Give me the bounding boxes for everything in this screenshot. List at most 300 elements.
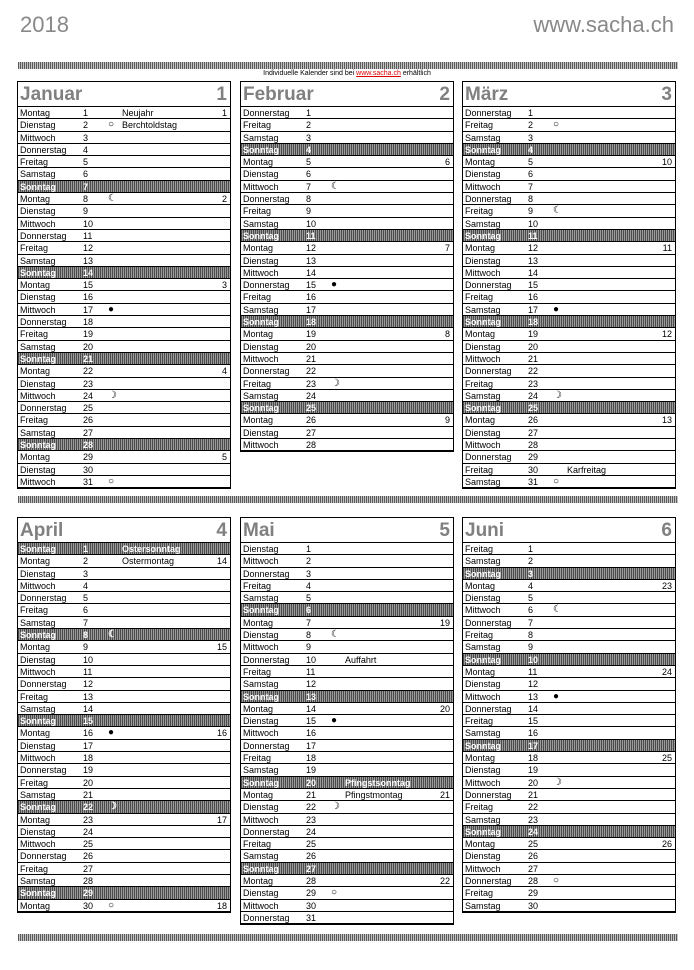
day-number: 16 xyxy=(83,292,94,303)
day-number: 22 xyxy=(528,366,539,377)
weekday: Dienstag xyxy=(243,341,279,352)
note-text: Individuelle Kalender sind bei xyxy=(263,70,357,77)
day-row xyxy=(463,390,675,402)
weekday: Freitag xyxy=(465,544,494,554)
month-name: Januar xyxy=(20,84,83,105)
day-number: 14 xyxy=(528,267,539,278)
weekday: Samstag xyxy=(20,789,56,800)
day-row xyxy=(18,691,230,703)
week-number: 10 xyxy=(661,157,672,168)
moon-phase-icon: ☾ xyxy=(108,193,117,205)
day-number: 18 xyxy=(306,317,317,328)
day-number: 16 xyxy=(528,728,539,739)
weekday: Donnerstag xyxy=(243,826,290,837)
week-number: 23 xyxy=(661,580,672,591)
day-number: 14 xyxy=(83,267,94,278)
weekday: Samstag xyxy=(465,476,501,487)
weekday: Sonntag xyxy=(465,568,501,579)
weekday: Freitag xyxy=(20,605,49,616)
weekday: Dienstag xyxy=(20,464,56,475)
day-number: 28 xyxy=(83,876,94,887)
week-number: 12 xyxy=(661,329,672,340)
day-number: 14 xyxy=(306,703,317,714)
day-row xyxy=(18,328,230,340)
day-row xyxy=(463,119,675,131)
day-row xyxy=(463,875,675,887)
day-number: 6 xyxy=(306,605,312,616)
weekday: Sonntag xyxy=(20,888,56,899)
weekday: Mittwoch xyxy=(465,691,501,702)
year-heading: 2018 xyxy=(20,12,69,37)
day-row xyxy=(241,555,453,567)
day-number: 15 xyxy=(306,280,317,291)
day-row xyxy=(18,353,230,365)
weekday: Mittwoch xyxy=(20,218,56,229)
day-row xyxy=(18,402,230,414)
day-number: 28 xyxy=(306,440,317,451)
weekday: Dienstag xyxy=(243,802,279,813)
moon-phase-icon: ☽ xyxy=(331,377,340,389)
day-number: 27 xyxy=(306,863,317,874)
weekday: Sonntag xyxy=(243,605,279,616)
week-number: 14 xyxy=(216,556,227,567)
weekday: Dienstag xyxy=(243,169,279,180)
day-row xyxy=(18,476,230,488)
day-row xyxy=(241,144,453,156)
day-number: 7 xyxy=(83,617,89,628)
weekday: Donnerstag xyxy=(243,280,290,291)
day-row xyxy=(18,826,230,838)
day-row xyxy=(18,850,230,862)
day-row xyxy=(18,255,230,267)
weekday: Donnerstag xyxy=(243,740,290,751)
day-row xyxy=(241,629,453,641)
weekday: Dienstag xyxy=(465,341,501,352)
day-row xyxy=(18,242,230,254)
day-number: 3 xyxy=(83,568,89,579)
week-number: 17 xyxy=(216,814,227,825)
day-number: 14 xyxy=(528,703,539,714)
day-row xyxy=(463,543,675,555)
weekday: Donnerstag xyxy=(465,452,512,463)
weekday: Donnerstag xyxy=(243,568,290,579)
day-row xyxy=(463,464,675,476)
moon-phase-icon: ○ xyxy=(553,875,560,887)
day-row xyxy=(241,727,453,739)
week-number: 20 xyxy=(439,703,450,714)
day-row xyxy=(241,168,453,180)
day-number: 27 xyxy=(306,427,317,438)
day-row xyxy=(463,107,675,119)
weekday: Sonntag xyxy=(243,403,279,414)
day-row xyxy=(18,439,230,451)
weekday: Dienstag xyxy=(465,679,501,690)
day-number: 9 xyxy=(83,642,89,653)
weekday: Mittwoch xyxy=(20,753,56,764)
day-number: 14 xyxy=(83,703,94,714)
day-row xyxy=(463,205,675,217)
day-number: 1 xyxy=(528,544,534,554)
middle-divider xyxy=(18,496,678,503)
weekday: Mittwoch xyxy=(243,728,279,739)
day-number: 1 xyxy=(83,544,89,554)
weekday: Montag xyxy=(243,329,274,340)
day-number: 27 xyxy=(528,863,539,874)
day-row xyxy=(463,592,675,604)
moon-phase-icon: ☽ xyxy=(553,776,562,788)
weekday: Mittwoch xyxy=(20,839,56,850)
day-row xyxy=(463,476,675,488)
moon-phase-icon: ○ xyxy=(331,887,338,899)
day-row xyxy=(241,764,453,776)
weekday: Sonntag xyxy=(465,740,501,751)
weekday: Montag xyxy=(20,366,51,377)
month-header xyxy=(18,82,230,107)
weekday: Freitag xyxy=(465,802,494,813)
day-number: 5 xyxy=(306,593,312,604)
day-number: 29 xyxy=(528,452,539,463)
day-number: 24 xyxy=(306,826,317,837)
holiday-label: Pfingstsonntag xyxy=(345,777,411,788)
day-row xyxy=(463,267,675,279)
weekday: Montag xyxy=(20,280,51,291)
day-row xyxy=(18,267,230,279)
day-row xyxy=(241,703,453,715)
day-number: 9 xyxy=(306,206,312,217)
day-number: 30 xyxy=(83,900,94,911)
day-row xyxy=(241,402,453,414)
day-number: 15 xyxy=(528,716,539,727)
day-number: 18 xyxy=(83,317,94,328)
day-row xyxy=(241,279,453,291)
day-row xyxy=(18,144,230,156)
day-row xyxy=(241,390,453,402)
weekday: Donnerstag xyxy=(20,230,67,241)
day-number: 28 xyxy=(83,440,94,451)
day-row xyxy=(241,826,453,838)
day-number: 17 xyxy=(83,740,94,751)
day-row xyxy=(463,353,675,365)
day-number: 27 xyxy=(528,427,539,438)
day-row xyxy=(463,427,675,439)
day-row xyxy=(463,666,675,678)
day-number: 23 xyxy=(83,814,94,825)
day-row xyxy=(241,777,453,789)
weekday: Montag xyxy=(465,157,496,168)
day-row xyxy=(463,555,675,567)
weekday: Sonntag xyxy=(20,802,56,813)
day-number: 18 xyxy=(528,753,539,764)
day-number: 10 xyxy=(306,654,317,665)
day-number: 24 xyxy=(528,390,539,401)
day-number: 7 xyxy=(306,617,312,628)
weekday: Samstag xyxy=(243,132,279,143)
day-number: 22 xyxy=(306,366,317,377)
moon-phase-icon: ● xyxy=(108,303,115,315)
day-row xyxy=(18,654,230,666)
day-row xyxy=(18,543,230,555)
weekday: Samstag xyxy=(465,728,501,739)
weekday: Samstag xyxy=(243,218,279,229)
day-row xyxy=(241,439,453,451)
week-number: 15 xyxy=(216,642,227,653)
day-number: 12 xyxy=(528,243,539,254)
moon-phase-icon: ○ xyxy=(553,475,560,487)
week-number: 3 xyxy=(221,280,227,291)
day-number: 23 xyxy=(83,378,94,389)
day-row xyxy=(241,304,453,316)
weekday: Donnerstag xyxy=(465,617,512,628)
day-row xyxy=(241,801,453,813)
weekday: Freitag xyxy=(243,120,272,131)
week-number: 5 xyxy=(221,452,227,463)
weekday: Samstag xyxy=(465,900,501,911)
day-number: 24 xyxy=(83,826,94,837)
day-number: 30 xyxy=(83,464,94,475)
weekday: Sonntag xyxy=(20,440,56,451)
week-number: 4 xyxy=(221,366,227,377)
weekday: Sonntag xyxy=(20,716,56,727)
day-row xyxy=(241,691,453,703)
day-number: 25 xyxy=(83,839,94,850)
weekday: Samstag xyxy=(465,390,501,401)
weekday: Sonntag xyxy=(465,317,501,328)
day-number: 17 xyxy=(83,304,94,315)
moon-phase-icon: ● xyxy=(553,303,560,315)
day-row xyxy=(241,414,453,426)
day-row xyxy=(241,715,453,727)
day-number: 2 xyxy=(83,120,89,131)
day-number: 1 xyxy=(306,108,312,118)
day-row xyxy=(18,666,230,678)
holiday-label: Karfreitag xyxy=(567,464,607,475)
day-number: 23 xyxy=(306,378,317,389)
day-number: 31 xyxy=(306,912,317,923)
day-row xyxy=(241,592,453,604)
weekday: Dienstag xyxy=(243,888,279,899)
weekday: Sonntag xyxy=(243,691,279,702)
day-number: 3 xyxy=(83,132,89,143)
moon-phase-icon: ○ xyxy=(108,475,115,487)
month-header xyxy=(463,82,675,107)
day-row xyxy=(18,863,230,875)
day-number: 13 xyxy=(83,691,94,702)
weekday: Sonntag xyxy=(243,230,279,241)
weekday: Freitag xyxy=(465,292,494,303)
day-number: 8 xyxy=(306,630,312,641)
day-row xyxy=(463,727,675,739)
weekday: Donnerstag xyxy=(465,280,512,291)
day-row xyxy=(241,641,453,653)
day-number: 1 xyxy=(528,108,534,118)
weekday: Montag xyxy=(20,556,51,567)
weekday: Samstag xyxy=(243,851,279,862)
weekday: Donnerstag xyxy=(243,194,290,205)
day-number: 28 xyxy=(528,876,539,887)
day-row xyxy=(241,863,453,875)
weekday: Montag xyxy=(20,814,51,825)
day-row xyxy=(463,617,675,629)
day-number: 8 xyxy=(528,194,534,205)
day-row xyxy=(18,740,230,752)
day-number: 20 xyxy=(83,341,94,352)
day-row xyxy=(18,838,230,850)
day-number: 11 xyxy=(83,230,93,241)
day-number: 4 xyxy=(83,144,89,155)
day-number: 29 xyxy=(83,452,94,463)
day-row xyxy=(463,365,675,377)
day-row xyxy=(463,629,675,641)
day-number: 20 xyxy=(528,341,539,352)
day-number: 4 xyxy=(528,144,534,155)
weekday: Mittwoch xyxy=(465,605,501,616)
weekday: Donnerstag xyxy=(465,876,512,887)
day-row xyxy=(463,568,675,580)
week-number: 7 xyxy=(444,243,450,254)
weekday: Montag xyxy=(243,243,274,254)
weekday: Freitag xyxy=(243,666,272,677)
day-number: 11 xyxy=(83,666,93,677)
day-row xyxy=(463,279,675,291)
day-number: 23 xyxy=(528,814,539,825)
day-row xyxy=(18,777,230,789)
day-number: 30 xyxy=(306,900,317,911)
day-number: 3 xyxy=(528,568,534,579)
day-number: 13 xyxy=(528,255,539,266)
day-row xyxy=(463,764,675,776)
day-number: 7 xyxy=(528,181,534,192)
day-number: 28 xyxy=(528,440,539,451)
weekday: Dienstag xyxy=(20,292,56,303)
day-row xyxy=(241,912,453,924)
weekday: Freitag xyxy=(20,243,49,254)
day-row xyxy=(241,328,453,340)
weekday: Montag xyxy=(20,108,51,118)
weekday: Donnerstag xyxy=(465,108,512,118)
weekday: Montag xyxy=(243,876,274,887)
day-number: 19 xyxy=(528,329,539,340)
day-number: 3 xyxy=(306,132,312,143)
weekday: Montag xyxy=(465,415,496,426)
month-number: 4 xyxy=(216,520,227,541)
bottom-divider xyxy=(18,934,678,941)
weekday: Montag xyxy=(20,452,51,463)
weekday: Mittwoch xyxy=(465,440,501,451)
weekday: Freitag xyxy=(20,863,49,874)
month-februar xyxy=(240,81,454,452)
weekday: Sonntag xyxy=(465,654,501,665)
weekday: Sonntag xyxy=(20,630,56,641)
weekday: Montag xyxy=(465,839,496,850)
weekday: Samstag xyxy=(20,427,56,438)
weekday: Freitag xyxy=(20,777,49,788)
day-number: 1 xyxy=(83,108,89,118)
weekday: Dienstag xyxy=(243,630,279,641)
day-number: 23 xyxy=(528,378,539,389)
weekday: Mittwoch xyxy=(465,181,501,192)
day-number: 18 xyxy=(83,753,94,764)
day-row xyxy=(241,353,453,365)
day-row xyxy=(241,580,453,592)
day-number: 22 xyxy=(83,802,94,813)
weekday: Mittwoch xyxy=(20,390,56,401)
top-divider xyxy=(18,62,678,69)
day-number: 22 xyxy=(528,802,539,813)
weekday: Dienstag xyxy=(465,427,501,438)
day-number: 5 xyxy=(528,593,534,604)
day-number: 27 xyxy=(83,863,94,874)
day-number: 21 xyxy=(83,353,94,364)
month-april xyxy=(17,517,231,913)
month-header xyxy=(241,82,453,107)
day-number: 23 xyxy=(306,814,317,825)
day-row xyxy=(18,875,230,887)
day-row xyxy=(18,900,230,912)
day-row xyxy=(18,814,230,826)
note-link[interactable]: www.sacha.ch xyxy=(356,70,401,77)
day-number: 20 xyxy=(528,777,539,788)
day-row xyxy=(241,427,453,439)
day-row xyxy=(463,752,675,764)
weekday: Samstag xyxy=(243,304,279,315)
month-name: Februar xyxy=(243,84,314,105)
day-number: 26 xyxy=(528,415,539,426)
day-row xyxy=(463,341,675,353)
day-row xyxy=(463,838,675,850)
day-row xyxy=(463,328,675,340)
day-number: 25 xyxy=(83,403,94,414)
week-number: 26 xyxy=(661,839,672,850)
weekday: Samstag xyxy=(20,876,56,887)
holiday-label: Pfingstmontag xyxy=(345,789,403,800)
day-row xyxy=(463,242,675,254)
day-number: 10 xyxy=(528,654,539,665)
weekday: Freitag xyxy=(465,120,494,131)
month-number: 3 xyxy=(661,84,672,105)
weekday: Mittwoch xyxy=(243,181,279,192)
day-row xyxy=(463,304,675,316)
day-number: 2 xyxy=(306,120,312,131)
day-number: 15 xyxy=(528,280,539,291)
day-number: 25 xyxy=(306,839,317,850)
month-header xyxy=(241,518,453,543)
weekday: Freitag xyxy=(20,691,49,702)
day-row xyxy=(18,789,230,801)
day-number: 9 xyxy=(528,642,534,653)
day-row xyxy=(18,365,230,377)
moon-phase-icon: ○ xyxy=(553,119,560,131)
month-name: April xyxy=(20,520,64,541)
day-row xyxy=(18,218,230,230)
day-row xyxy=(463,850,675,862)
day-row xyxy=(241,119,453,131)
weekday: Freitag xyxy=(243,839,272,850)
moon-phase-icon: ☾ xyxy=(331,629,340,641)
day-row xyxy=(18,555,230,567)
weekday: Dienstag xyxy=(20,740,56,751)
weekday: Mittwoch xyxy=(20,304,56,315)
day-number: 7 xyxy=(528,617,534,628)
day-number: 18 xyxy=(306,753,317,764)
day-row xyxy=(463,156,675,168)
day-row xyxy=(463,439,675,451)
weekday: Donnerstag xyxy=(20,593,67,604)
weekday: Freitag xyxy=(243,753,272,764)
day-number: 25 xyxy=(528,403,539,414)
day-number: 19 xyxy=(306,765,317,776)
weekday: Sonntag xyxy=(20,267,56,278)
day-row xyxy=(463,703,675,715)
